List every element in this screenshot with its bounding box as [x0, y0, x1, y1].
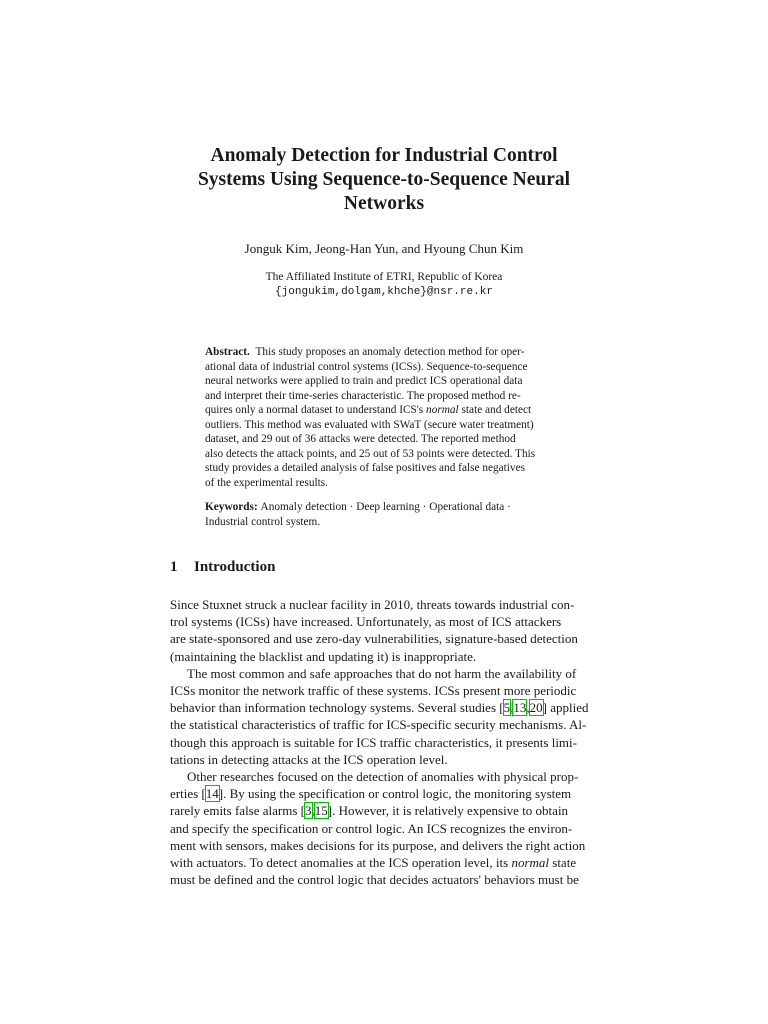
author-list: Jonguk Kim, Jeong-Han Yun, and Hyoung Chun Kim [244, 241, 524, 256]
citation-link[interactable]: 14 [205, 786, 219, 802]
email-list: {jongukim,dolgam,khche}@nsr.re.kr [275, 286, 493, 298]
body-line: are state-sponsored and use zero-day vulnerabilities, signature-based detection [170, 631, 578, 647]
abstract-line: study provides a detailed analysis of false positives and false negatives [205, 462, 525, 474]
keywords-line: Industrial control system. [205, 515, 321, 528]
abstract-label: Abstract. [205, 346, 250, 358]
body-line: ICSs monitor the network traffic of these systems. ICSs present more periodic [170, 683, 577, 699]
affiliation [0, 270, 768, 300]
keywords-label: Keywords: [205, 501, 258, 513]
abstract-line [205, 403, 567, 418]
title-line: Anomaly Detection for Industrial Control [210, 145, 558, 166]
body-line: ment with sensors, makes decisions for its purpose, and delivers the right action [170, 837, 586, 853]
body-line: and specify the specification or control logic. An ICS recognizes the environ- [170, 820, 573, 836]
emphasis-normal: normal [511, 855, 550, 871]
body-line: though this approach is suitable for ICS traffic characteristics, it presents limi- [170, 734, 577, 750]
body-line: erties [14]. By using the specification or control logic, the monitoring system [170, 786, 572, 802]
emphasis-normal: normal [426, 404, 459, 416]
abstract-line: outliers. This method was evaluated with SWaT (secure water treatment) [205, 418, 534, 431]
body-line: The most common and safe approaches that do not harm the availability of [187, 665, 577, 681]
citation-link[interactable]: 15 [314, 803, 328, 819]
body-line: Other researches focused on the detection of anomalies with physical prop- [187, 769, 579, 785]
body-text-span: state [552, 855, 577, 871]
keywords-line [205, 500, 567, 515]
section-heading [170, 559, 275, 576]
abstract-line: and interpret their time-series characteristic. The proposed method re- [205, 389, 521, 402]
section-title: Introduction [194, 559, 276, 575]
abstract-line: dataset, and 29 out of 36 attacks were detected. The reported method [205, 433, 516, 445]
body-text [170, 596, 604, 888]
title-line: Systems Using Sequence-to-Sequence Neural [197, 169, 571, 190]
body-line [170, 854, 604, 871]
body-line: must be defined and the control logic that decides actuators' behaviors must be [170, 872, 579, 888]
abstract-line: neural networks were applied to train and predict ICS operational data [205, 375, 523, 387]
body-text-span: . By using the specification or control logic, the monitoring system [223, 786, 572, 802]
citation-link[interactable]: 3 [305, 803, 312, 819]
body-text-span: rarely emits false alarms [170, 803, 298, 819]
citation-link[interactable]: 20 [529, 700, 543, 716]
abstract-line: ational data of industrial control systems (ICSs). Sequence-to-sequence [205, 360, 528, 373]
body-line: the statistical characteristics of traffic for ICS-specific security mechanisms. Al- [170, 717, 587, 733]
body-line: tations in detecting attacks at the ICS operation level. [170, 751, 448, 767]
body-line: trol systems (ICSs) have increased. Unfortunately, as most of ICS attackers [170, 614, 562, 630]
body-text-span: with actuators. To detect anomalies at the ICS operation level, its [170, 855, 509, 871]
keywords [205, 500, 567, 529]
abstract-text: state and detect [461, 404, 532, 416]
body-line: (maintaining the blacklist and updating it) is inappropriate. [170, 648, 477, 664]
keywords-text: Anomaly detection · Deep learning · Operational data · [260, 501, 511, 513]
section-number: 1 [170, 559, 178, 575]
abstract-line: also detects the attack points, and 25 out of 53 points were detected. This [205, 447, 536, 460]
abstract-text: This study proposes an anomaly detection method for oper- [255, 346, 525, 358]
body-text-span: erties [170, 786, 199, 802]
body-text-span: behavior than information technology systems. Several studies [170, 700, 497, 716]
body-line: behavior than information technology systems. Several studies [5,13,20] applied [170, 700, 589, 716]
citation-link[interactable]: 5 [503, 700, 511, 716]
abstract-line: of the experimental results. [205, 476, 328, 489]
citation-link[interactable]: 13 [513, 700, 527, 716]
abstract [205, 345, 567, 490]
abstract-line [205, 345, 567, 360]
body-line: Since Stuxnet struck a nuclear facility in 2010, threats towards industrial con- [170, 597, 575, 612]
body-text-span: applied [550, 700, 589, 716]
body-line: rarely emits false alarms [3,15]. However, it is relatively expensive to obtain [170, 803, 569, 819]
body-text-span: . However, it is relatively expensive to obtain [332, 803, 569, 819]
paper-title [150, 144, 618, 216]
abstract-text: quires only a normal dataset to understand ICS's [205, 404, 424, 416]
title-line: Networks [343, 193, 425, 214]
institute: The Affiliated Institute of ETRI, Republic of Korea [265, 271, 503, 283]
